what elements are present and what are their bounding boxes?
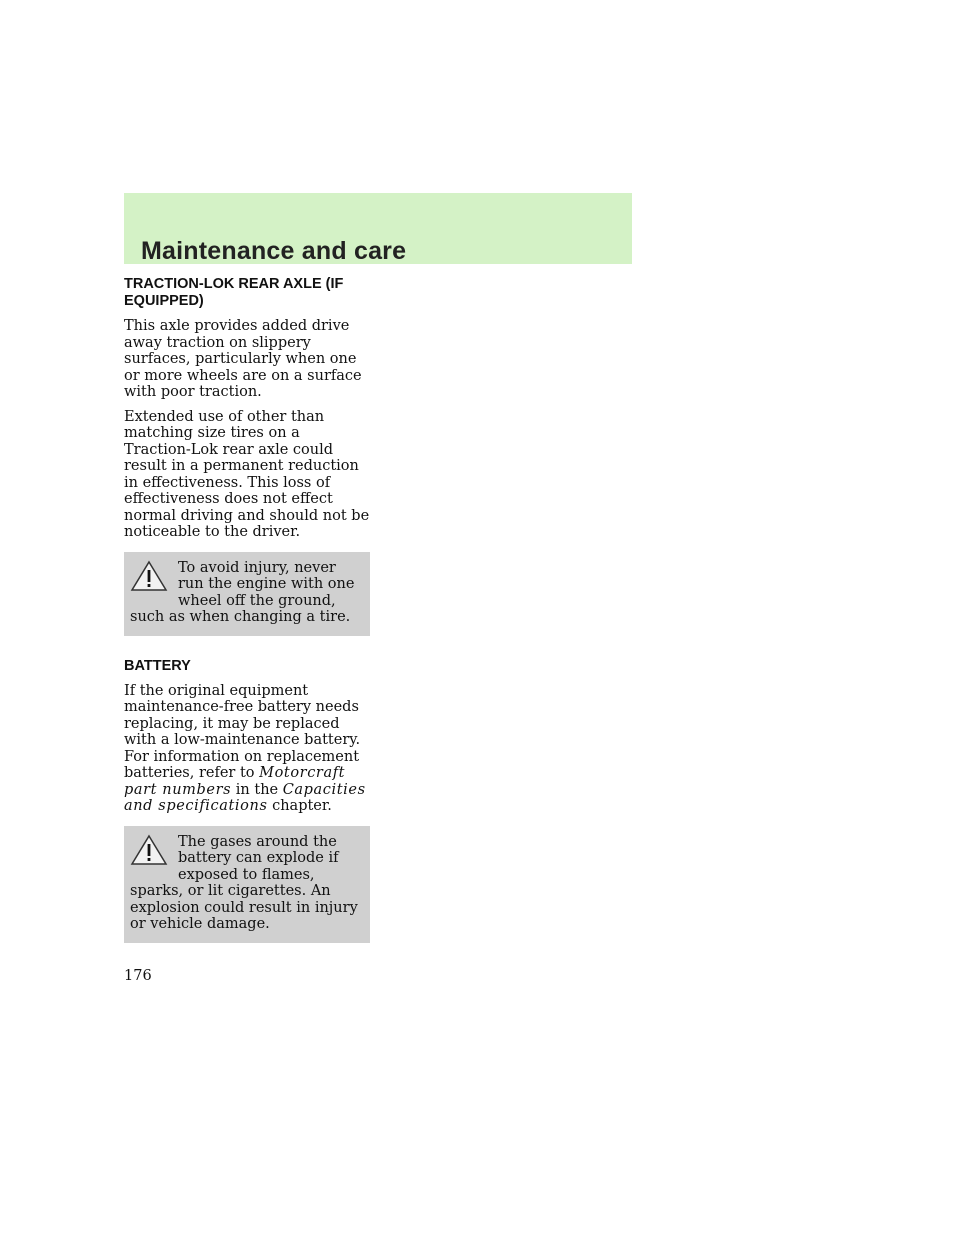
warning-triangle-icon bbox=[130, 560, 172, 594]
content-column bbox=[124, 276, 370, 965]
battery-text-start: If the original equipment maintenance-free battery needs replacing, it may be replaced with a low-maintenance battery. For information on replacement batteries, refer to bbox=[124, 682, 361, 781]
traction-warning-text: To avoid injury, never run the engine with one wheel off the ground, such as when changing a tire. bbox=[130, 559, 355, 625]
capacities-reference: Capacities and specifications bbox=[124, 781, 366, 814]
traction-paragraph-2: Extended use of other than matching size tires on a Traction-Lok rear axle could result in a permanent reduction in effectiveness. This loss of effectiveness does not effect normal driving and should not be noticeable to the driver. bbox=[124, 408, 370, 540]
battery-paragraph bbox=[124, 683, 370, 815]
section-header-band bbox=[124, 193, 632, 264]
battery-text-mid: in the bbox=[231, 781, 283, 798]
traction-warning-box bbox=[124, 552, 370, 636]
traction-lok-heading: TRACTION-LOK REAR AXLE (IF EQUIPPED) bbox=[124, 276, 344, 309]
battery-heading: BATTERY bbox=[124, 657, 191, 674]
page-number: 176 bbox=[124, 968, 152, 984]
battery-warning-box bbox=[124, 826, 370, 943]
battery-text-end: chapter. bbox=[267, 798, 332, 814]
motorcraft-reference: Motorcraft part numbers bbox=[124, 765, 346, 798]
section-title: Maintenance and care bbox=[141, 237, 407, 265]
warning-triangle-icon bbox=[130, 834, 172, 868]
traction-paragraph-1: This axle provides added drive away traction on slippery surfaces, particularly when one or more wheels are on a surface with poor traction. bbox=[124, 318, 362, 400]
battery-warning-text: The gases around the battery can explode if exposed to flames, sparks, or lit cigarettes. An explosion could result in injury or vehicle damage. bbox=[130, 833, 358, 932]
